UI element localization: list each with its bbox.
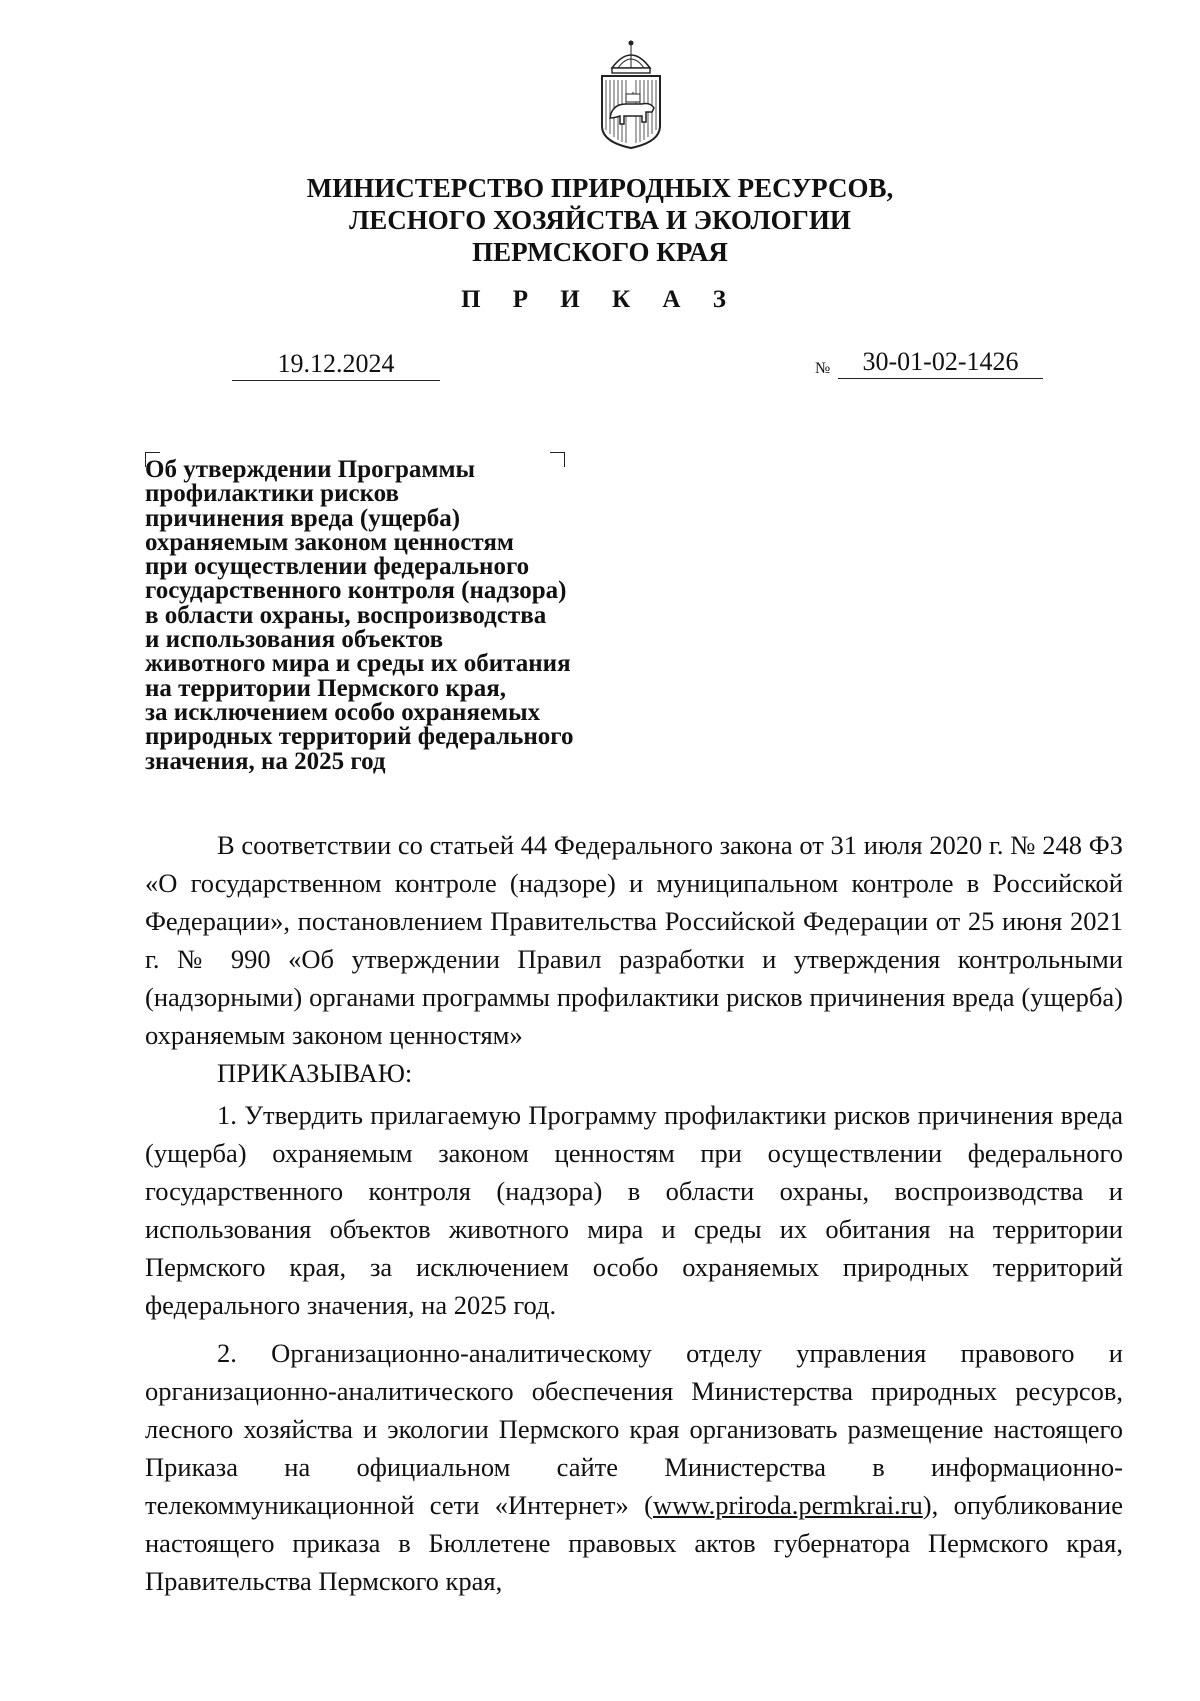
subject-line: государственного контроля (надзора)	[145, 577, 567, 605]
subject-line: причинения вреда (ущерба)	[145, 504, 461, 532]
item-1-paragraph: 1. Утвердить прилагаемую Программу профилактики рисков причинения вреда (ущерба) охраняемым законом ценностям при осуществлении федерального государственного контроля (надзора) в области охраны, воспроизводства и использования объектов животного мира и среды их обитания на территории Пермского края, за исключением особо охраняемых природных территорий федерального значения, на 2025 год.	[145, 1100, 1123, 1320]
order-date: 19.12.2024	[232, 348, 440, 381]
subject-line: при осуществлении федерального	[145, 553, 530, 581]
item-2-paragraph	[145, 1334, 1123, 1600]
coat-of-arms-icon	[598, 38, 664, 150]
preamble-paragraph: В соответствии со статьей 44 Федерального закона от 31 июля 2020 г. № 248 ФЗ «О государственном контроле (надзоре) и муниципальном контроле в Российской Федерации», постановлением Правительства Российской Федерации от 25 июня 2021 г. № 990 «Об утверждении Правил разработки и утверждения контрольными (надзорными) органами программы профилактики рисков причинения вреда (ущерба) охраняемым законом ценностям»	[145, 830, 1123, 1050]
subject-line: Об утверждении Программы	[145, 456, 475, 483]
subject-line: животного мира и среды их обитания	[145, 650, 571, 678]
subject-line: охраняемым законом ценностям	[145, 528, 514, 556]
ministry-line-3: ПЕРМСКОГО КРАЯ	[472, 237, 728, 267]
ministry-name	[0, 172, 1200, 268]
subject-line: и использования объектов	[145, 626, 444, 654]
subject-line: значения, на 2025 год	[145, 747, 386, 775]
subject-line: за исключением особо охраняемых	[145, 698, 541, 726]
document-type: П Р И К А З	[461, 286, 739, 313]
item-2-text-continued: ), опубликование настоящего приказа в Бюллетене правовых актов губернатора Пермского края, Правительства Пермского края,	[145, 1490, 1123, 1596]
number-sign: №	[815, 360, 831, 377]
item-2-text: 2. Организационно-аналитическому отделу управления правового и организационно-аналитического обеспечения Министерства природных ресурсов, лесного хозяйства и экологии Пермского края организовать размещение настоящего Приказа на официальном сайте Министерства в информационно-телекоммуникационной сети «Интернет» (	[145, 1338, 1123, 1520]
order-body	[145, 826, 1123, 1600]
subject-line: на территории Пермского края,	[145, 674, 506, 702]
ministry-line-1: МИНИСТЕРСТВО ПРИРОДНЫХ РЕСУРСОВ,	[306, 173, 894, 203]
website-link[interactable]: www.priroda.permkrai.ru	[652, 1490, 923, 1520]
order-subject	[145, 458, 665, 774]
subject-line: профилактики рисков	[145, 480, 400, 508]
subject-line: природных территорий федерального	[145, 723, 574, 751]
ministry-line-2: ЛЕСНОГО ХОЗЯЙСТВА И ЭКОЛОГИИ	[349, 205, 851, 235]
subject-line: в области охраны, воспроизводства	[145, 601, 547, 629]
order-number: 30-01-02-1426	[838, 346, 1043, 379]
order-word: ПРИКАЗЫВАЮ:	[217, 1058, 413, 1088]
